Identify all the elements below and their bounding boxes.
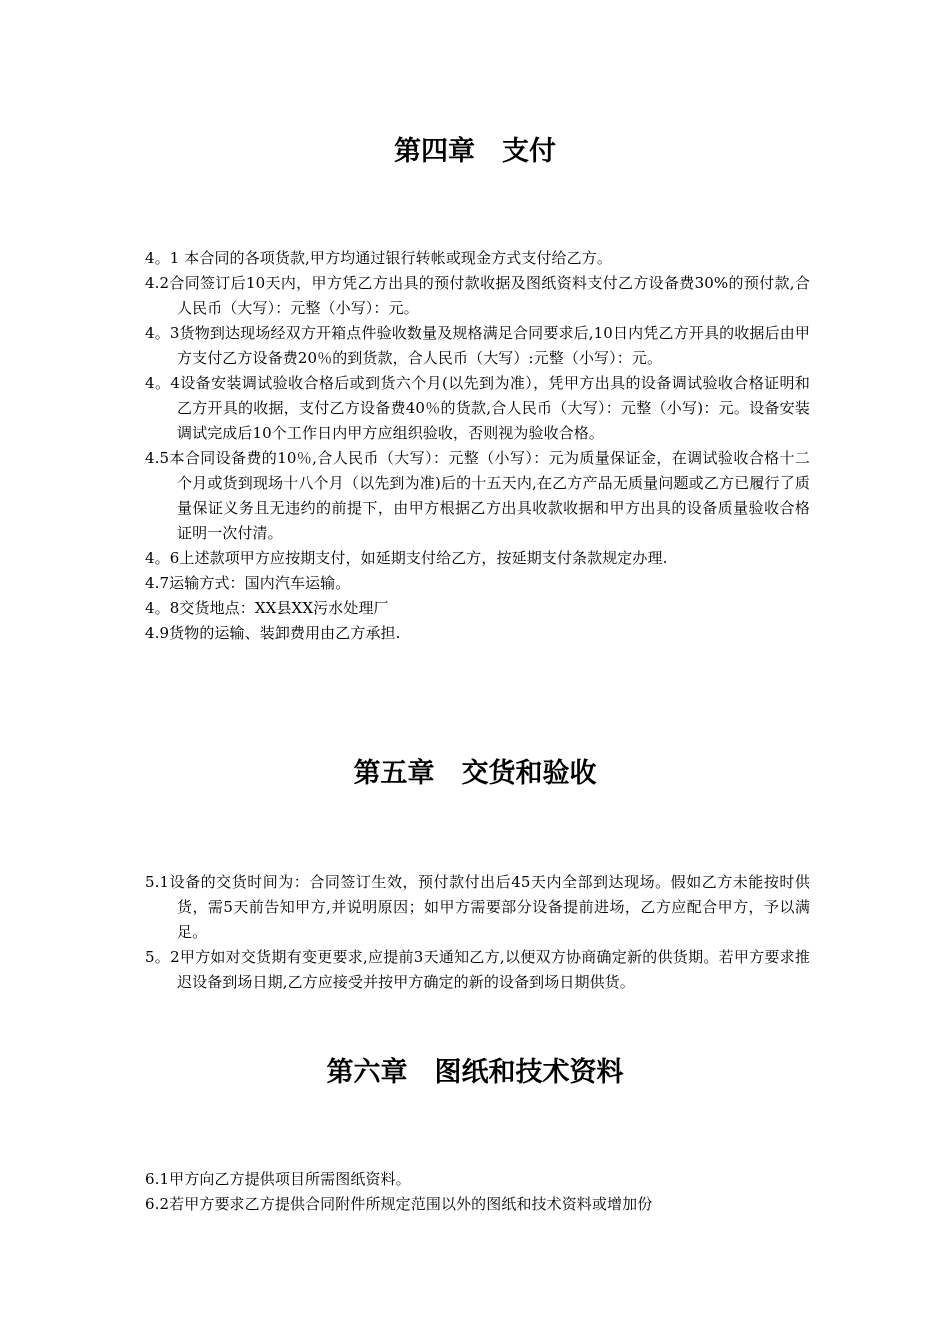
clause-5-2: 5。2甲方如对交货期有变更要求,应提前3天通知乙方,以便双方协商确定新的供货期。若甲方要求推迟设备到场日期,乙方应接受并按甲方确定的新的设备到场日期供货。	[145, 948, 810, 991]
chapter-6-title: 第六章 图纸和技术资料	[326, 1057, 624, 1088]
clause-4-1: 4。1 本合同的各项货款,甲方均通过银行转帐或现金方式支付给乙方。	[145, 249, 612, 267]
chapter-5-title: 第五章 交货和验收	[353, 758, 597, 789]
chapter-4-body	[145, 246, 810, 646]
chapter-6-body	[145, 1167, 810, 1217]
clause-6-1: 6.1甲方向乙方提供项目所需图纸资料。	[145, 1170, 411, 1188]
clause-5-1: 5.1设备的交货时间为：合同签订生效，预付款付出后45天内全部到达现场。假如乙方未能按时供货，需5天前告知甲方,并说明原因；如甲方需要部分设备提前进场，乙方应配合甲方，予以满足。	[145, 873, 810, 941]
clause-4-3: 4。3货物到达现场经双方开箱点件验收数量及规格满足合同要求后,10日内凭乙方开具的收据后由甲方支付乙方设备费20％的到货款，合人民币（大写）:元整（小写）：元。	[145, 324, 810, 367]
clause-4-6: 4。6上述款项甲方应按期支付，如延期支付给乙方，按延期支付条款规定办理.	[145, 549, 668, 567]
chapter-5-body	[145, 870, 810, 995]
clause-4-2: 4.2合同签订后10天内，甲方凭乙方出具的预付款收据及图纸资料支付乙方设备费30%的预付款,合人民币（大写）：元整（小写）：元。	[145, 274, 810, 317]
clause-4-8: 4。8交货地点：XX县XX污水处理厂	[145, 599, 389, 617]
clause-4-7: 4.7运输方式：国内汽车运输。	[145, 574, 351, 592]
clause-4-4: 4。4设备安装调试验收合格后或到货六个月(以先到为准），凭甲方出具的设备调试验收合格证明和乙方开具的收据，支付乙方设备费40％的货款,合人民币（大写）：元整（小写)：元。设备安装调试完成后10个工作日内甲方应组织验收，否则视为验收合格。	[145, 374, 810, 442]
chapter-4-title: 第四章 支付	[394, 136, 556, 167]
clause-6-2: 6.2若甲方要求乙方提供合同附件所规定范围以外的图纸和技术资料或增加份	[145, 1195, 653, 1213]
clause-4-9: 4.9货物的运输、装卸费用由乙方承担.	[145, 624, 401, 642]
clause-4-5: 4.5本合同设备费的10％,合人民币（大写）：元整（小写）：元为质量保证金，在调试验收合格十二个月或货到现场十八个月（以先到为准)后的十五天内,在乙方产品无质量问题或乙方已履行了质量保证义务且无违约的前提下，由甲方根据乙方出具收款收据和甲方出具的设备质量验收合格证明一次付清。	[145, 449, 810, 542]
